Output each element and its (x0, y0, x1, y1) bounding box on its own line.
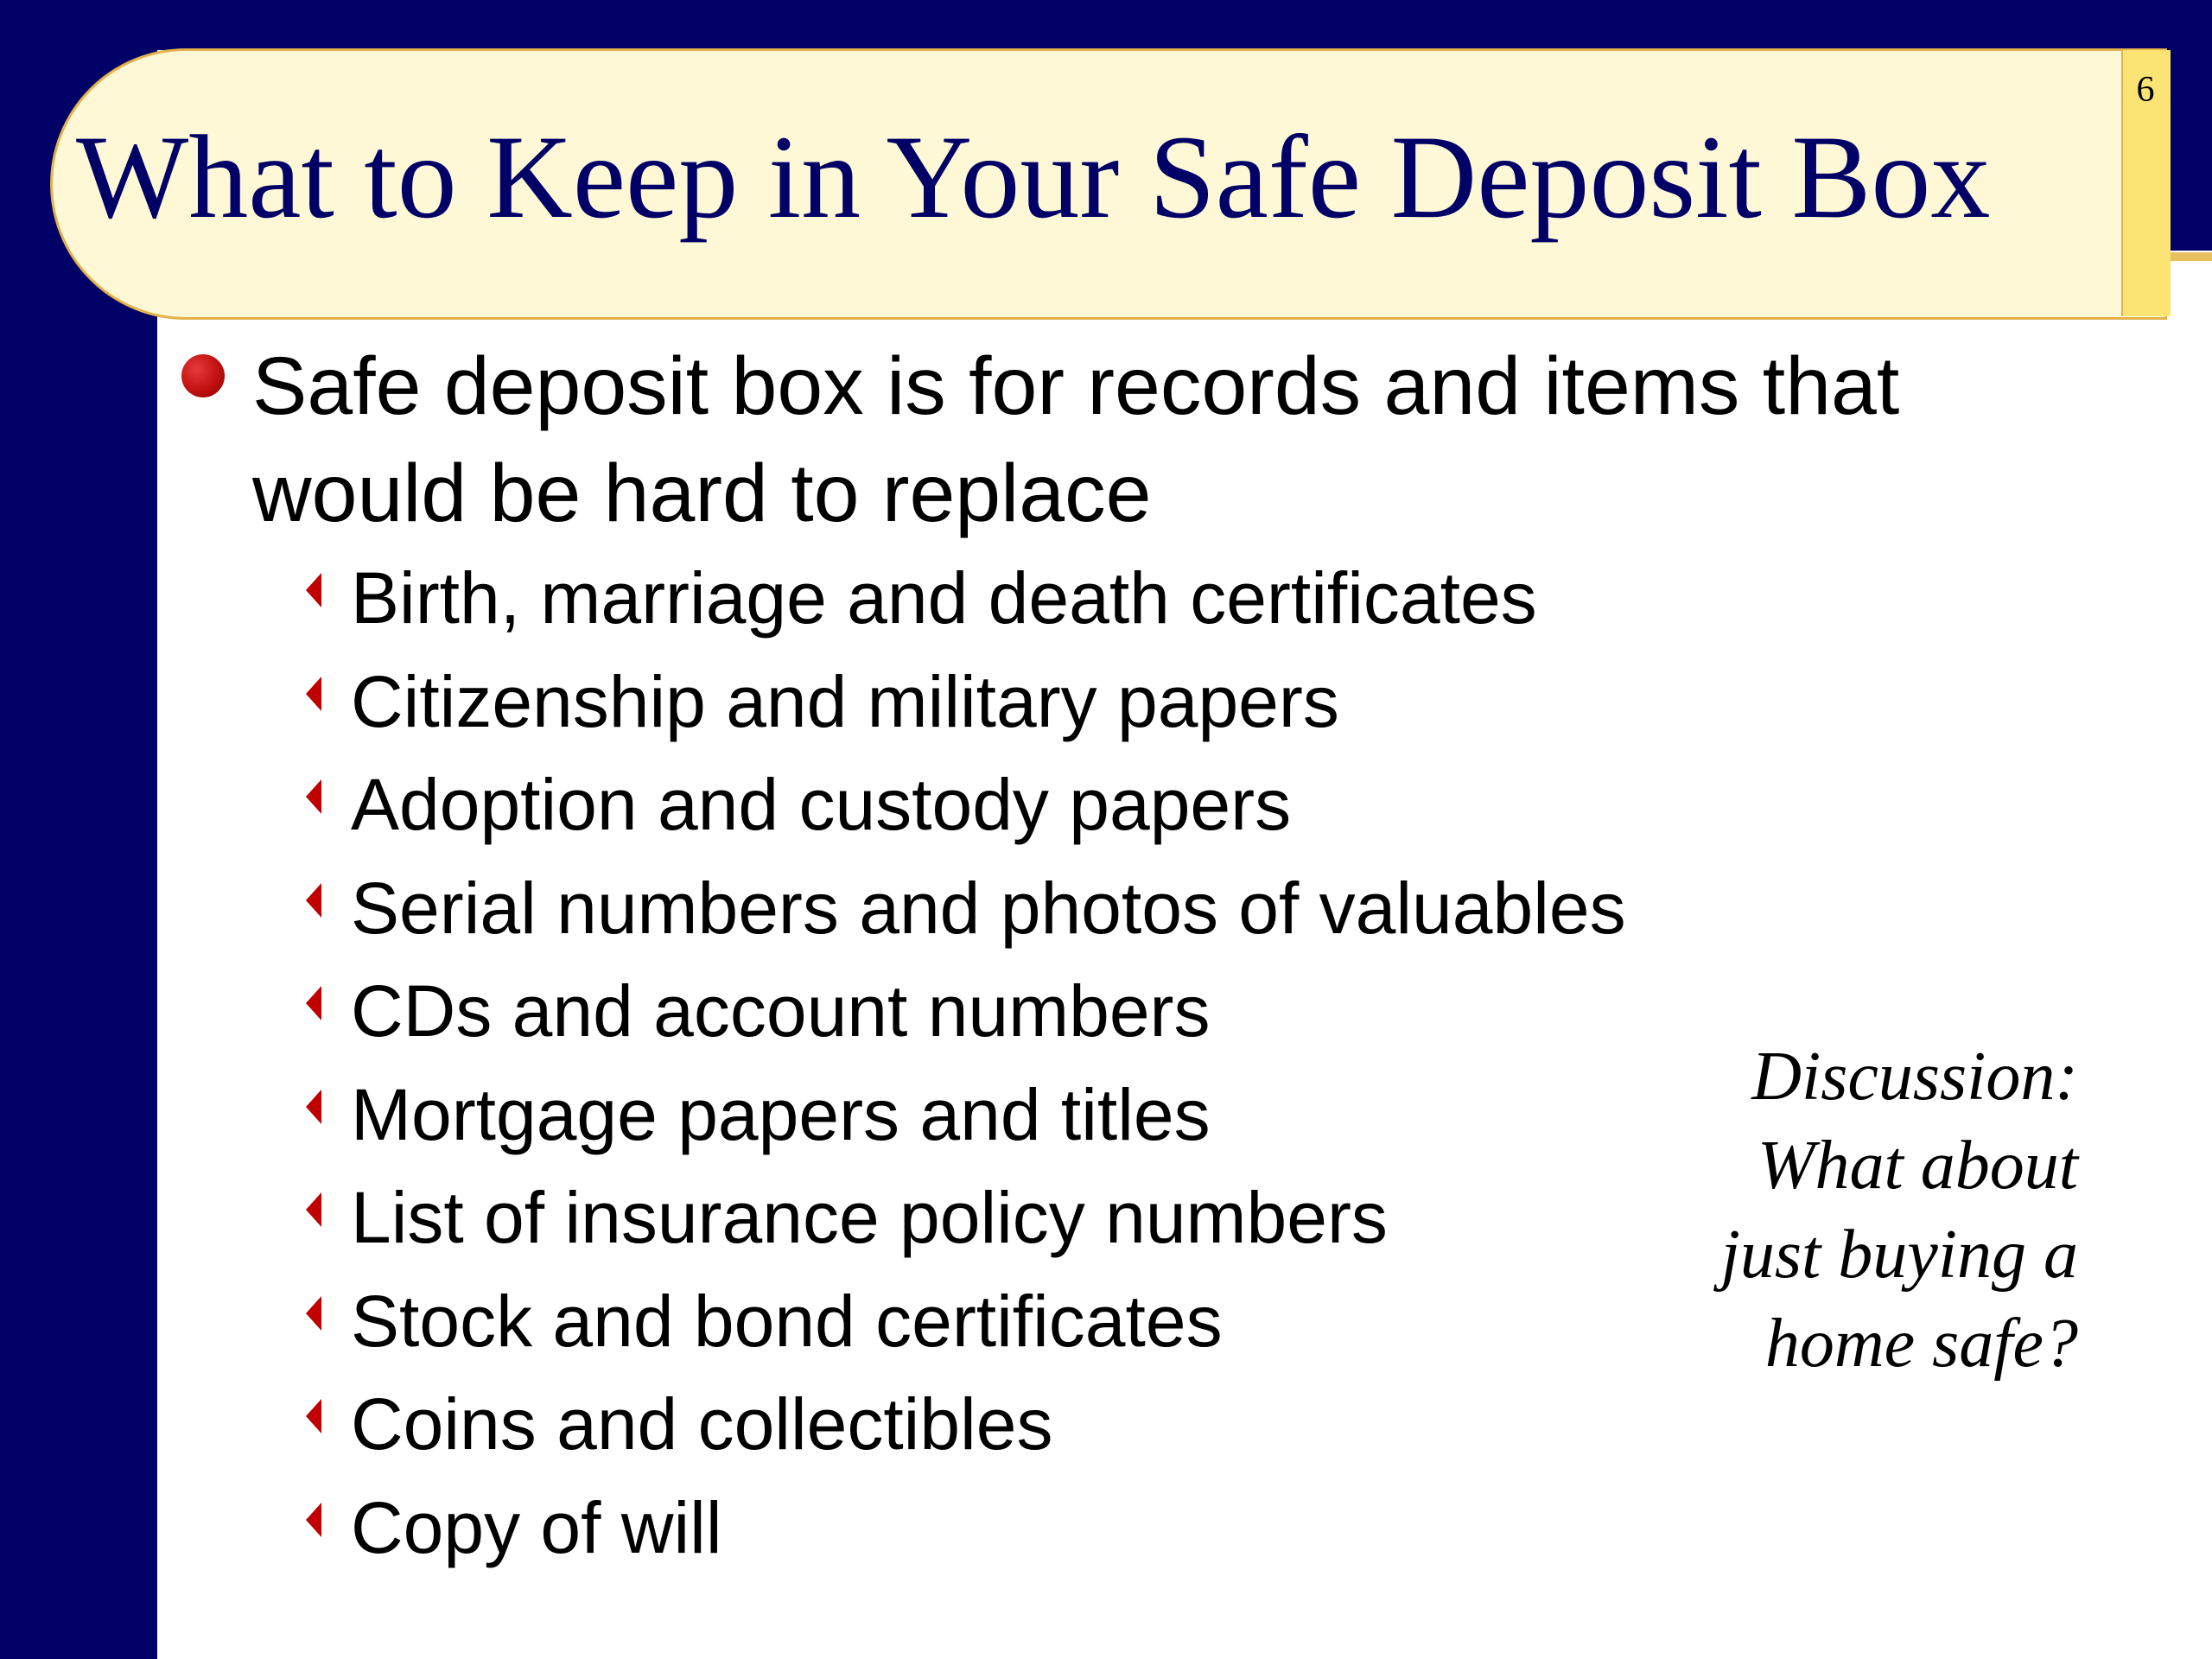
triangle-bullet-icon (306, 1090, 321, 1124)
slide-title: What to Keep in Your Safe Deposit Box (76, 111, 1991, 243)
list-item-text: Copy of will (351, 1486, 722, 1568)
list-item-text: Adoption and custody papers (351, 764, 1292, 845)
triangle-bullet-icon (306, 1296, 321, 1331)
list-item-text: Birth, marriage and death certificates (351, 557, 1537, 639)
list-item-text: Mortgage papers and titles (351, 1073, 1211, 1155)
list-item-text: List of insurance policy numbers (351, 1177, 1388, 1258)
triangle-bullet-icon (306, 779, 321, 814)
triangle-bullet-icon (306, 1399, 321, 1433)
discussion-note (1624, 1033, 2078, 1389)
main-bullet-dot-icon (181, 354, 225, 397)
triangle-bullet-icon (306, 573, 321, 607)
triangle-bullet-icon (306, 883, 321, 918)
list-item (302, 1373, 1771, 1477)
discussion-line: just buying a (1720, 1217, 2078, 1293)
list-item (302, 1166, 1771, 1270)
triangle-bullet-icon (306, 986, 321, 1020)
gold-accent-line (2164, 252, 2212, 261)
list-item-text: Serial numbers and photos of valuables (351, 867, 1626, 949)
slide-number: 6 (2136, 70, 2155, 110)
list-item (302, 547, 1771, 651)
list-item (302, 1477, 1771, 1580)
list-item (302, 651, 1771, 754)
sub-bullet-list (302, 547, 1771, 1580)
list-item (302, 753, 1771, 857)
triangle-bullet-icon (306, 1503, 321, 1537)
navy-right-bar (2164, 0, 2212, 251)
discussion-line: home safe? (1764, 1306, 2078, 1382)
list-item (302, 1270, 1771, 1374)
discussion-line: What about (1757, 1128, 2078, 1204)
list-item (302, 1064, 1771, 1167)
list-item-text: Coins and collectibles (351, 1383, 1053, 1465)
list-item-text: CDs and account numbers (351, 970, 1211, 1052)
triangle-bullet-icon (306, 677, 321, 711)
list-item-text: Stock and bond certificates (351, 1280, 1223, 1362)
discussion-line: Discussion: (1751, 1039, 2078, 1115)
navy-top-bar (0, 0, 2212, 50)
list-item (302, 857, 1771, 961)
list-item (302, 960, 1771, 1064)
triangle-bullet-icon (306, 1192, 321, 1227)
list-item-text: Citizenship and military papers (351, 660, 1339, 742)
main-bullet-text: Safe deposit box is for records and items that would be hard to replace (252, 340, 1900, 539)
